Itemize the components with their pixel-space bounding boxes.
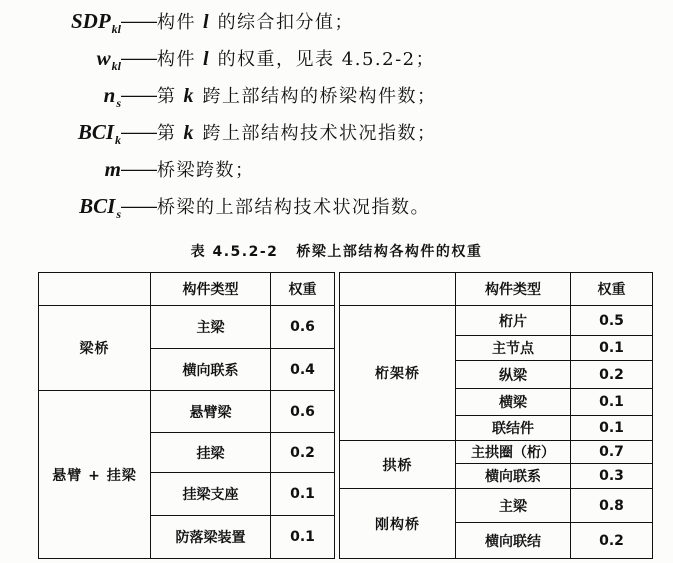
symbol: [0, 188, 121, 228]
category-cell: 桁架桥: [340, 306, 456, 441]
variable: l: [203, 11, 209, 33]
definition-text: 第: [157, 123, 177, 144]
weight-cell: 0.8: [571, 489, 653, 523]
component-type-cell: 悬臂梁: [151, 391, 271, 433]
weight-table-right: [339, 272, 653, 559]
weight-cell: 0.7: [571, 441, 653, 464]
table-caption: [0, 240, 673, 264]
definition-line: [0, 114, 673, 151]
em-dash: ——: [121, 11, 157, 31]
component-type-cell: 横向联系: [151, 349, 271, 391]
weight-cell: 0.1: [571, 389, 653, 416]
definition-line: [0, 188, 673, 225]
definition-text: 第: [157, 86, 177, 107]
symbol-subscript: kl: [111, 59, 121, 73]
definition-text: 构件: [157, 49, 196, 70]
symbol-subscript: kl: [111, 22, 121, 36]
symbol-base: BCI: [79, 194, 116, 218]
em-dash: ——: [121, 159, 157, 179]
definition-line: [0, 3, 673, 40]
weight-cell: 0.1: [271, 473, 335, 516]
definition-text: 桥梁的上部结构技术状况指数。: [157, 197, 430, 218]
weight-cell: 0.2: [271, 433, 335, 473]
table-number: 表 4.5.2-2: [190, 244, 279, 260]
component-type-cell: 桁片: [456, 306, 571, 336]
component-type-cell: 防落梁装置: [151, 516, 271, 559]
definition-text: 构件: [157, 12, 196, 33]
category-cell: 刚构桥: [340, 489, 456, 559]
category-cell: 拱桥: [340, 441, 456, 489]
weight-cell: 0.1: [271, 516, 335, 559]
symbol-base: n: [103, 83, 116, 107]
weight-cell: 0.5: [571, 306, 653, 336]
header-weight: 权重: [271, 273, 335, 306]
table-row: [340, 489, 653, 523]
component-type-cell: 挂梁: [151, 433, 271, 473]
definition-text: 的综合扣分值；: [217, 12, 355, 33]
header-category-cell: [340, 273, 456, 306]
component-type-cell: 主节点: [456, 336, 571, 361]
weight-cell: 0.1: [571, 416, 653, 441]
weight-cell: 0.4: [271, 349, 335, 391]
component-type-cell: 主拱圈（桁）: [456, 441, 571, 464]
symbol-subscript: k: [115, 133, 121, 147]
weight-cell: 0.2: [571, 361, 653, 389]
table-header-row: [39, 273, 335, 306]
definition-text: 跨上部结构技术状况指数；: [202, 123, 437, 144]
weight-cell: 0.6: [271, 306, 335, 349]
component-type-cell: 横梁: [456, 389, 571, 416]
definition-line: [0, 151, 673, 188]
definition-line: [0, 77, 673, 114]
table-row: [39, 306, 335, 349]
variable: k: [183, 122, 194, 144]
symbol-subscript: s: [116, 96, 121, 110]
table-row: [340, 306, 653, 336]
component-type-cell: 横向联系: [456, 464, 571, 489]
em-dash: ——: [121, 48, 157, 68]
weight-cell: 0.1: [571, 336, 653, 361]
symbol: [0, 77, 121, 117]
component-type-cell: 联结件: [456, 416, 571, 441]
weight-cell: 0.2: [571, 523, 653, 559]
symbol: [0, 3, 121, 43]
definition-text: 桥梁跨数；: [157, 160, 255, 181]
symbol-subscript: s: [116, 207, 121, 221]
category-cell: 梁桥: [39, 306, 151, 391]
table-row: [340, 441, 653, 464]
em-dash: ——: [121, 196, 157, 216]
symbol: [0, 151, 121, 188]
symbol-base: w: [96, 46, 111, 70]
weight-table-left: [38, 272, 335, 559]
category-cell: 悬臂 + 挂梁: [39, 391, 151, 559]
table-title: 桥梁上部结构各构件的权重: [296, 244, 483, 260]
symbol-base: m: [104, 157, 121, 181]
symbol-base: BCI: [77, 120, 114, 144]
component-type-cell: 纵梁: [456, 361, 571, 389]
table-row: [39, 391, 335, 433]
symbol: [0, 114, 121, 154]
variable: k: [183, 85, 194, 107]
variable: l: [203, 48, 209, 70]
definition-text: 的权重，见表 4.5.2-2；: [217, 49, 436, 70]
header-type: 构件类型: [456, 273, 571, 306]
em-dash: ——: [121, 122, 157, 142]
em-dash: ——: [121, 85, 157, 105]
component-type-cell: 横向联结: [456, 523, 571, 559]
weight-cell: 0.6: [271, 391, 335, 433]
header-type: 构件类型: [151, 273, 271, 306]
table-header-row: [340, 273, 653, 306]
symbol-base: SDP: [70, 9, 111, 33]
symbol: [0, 40, 121, 80]
component-type-cell: 挂梁支座: [151, 473, 271, 516]
header-category-cell: [39, 273, 151, 306]
component-type-cell: 主梁: [456, 489, 571, 523]
component-type-cell: 主梁: [151, 306, 271, 349]
symbol-definitions: [0, 3, 673, 225]
definition-text: 跨上部结构的桥梁构件数；: [202, 86, 437, 107]
header-weight: 权重: [571, 273, 653, 306]
weight-cell: 0.3: [571, 464, 653, 489]
definition-line: [0, 40, 673, 77]
